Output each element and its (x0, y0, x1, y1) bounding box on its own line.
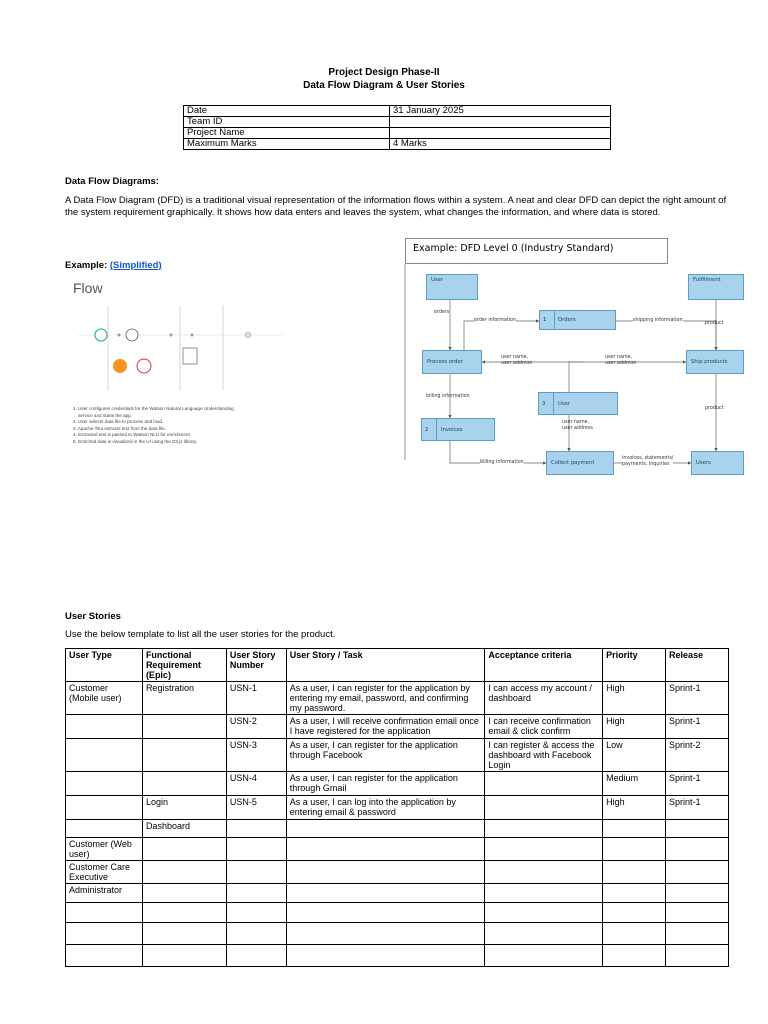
store-number: 3 (542, 401, 546, 407)
dfd-label-product: product (705, 406, 724, 411)
table-cell: High (603, 682, 666, 715)
table-cell (226, 903, 286, 923)
table-row (184, 128, 611, 139)
column-header: Functional Requirement (Epic) (142, 649, 226, 682)
store-label: User (558, 401, 571, 407)
table-cell: Sprint-1 (666, 772, 729, 796)
table-row (66, 884, 729, 903)
table-cell (142, 923, 226, 945)
table-cell (666, 923, 729, 945)
dfd-label-username-address: user name, user address (501, 355, 532, 366)
flow-step: 5. Enriched data is visualized in the UI using the D3.js library. (73, 438, 198, 444)
table-cell: Dashboard (142, 820, 226, 838)
store-label: Invoices (441, 427, 463, 433)
user-stories-intro: Use the below template to list all the user stories for the product. (65, 629, 336, 640)
table-cell: USN-3 (226, 739, 286, 772)
column-header: User Type (66, 649, 143, 682)
dfd-label-orders: orders (434, 310, 450, 315)
dfd-example-header: Example: DFD Level 0 (Industry Standard) (405, 238, 668, 264)
store-label: Orders (558, 317, 576, 323)
table-cell (603, 861, 666, 884)
table-row (184, 139, 611, 150)
table-cell (142, 884, 226, 903)
table-cell: As a user, I can log into the application by entering email & password (286, 796, 485, 820)
table-cell (142, 772, 226, 796)
table-header-row (66, 649, 729, 682)
table-cell (66, 923, 143, 945)
table-cell (66, 772, 143, 796)
table-cell (603, 820, 666, 838)
table-cell (485, 903, 603, 923)
table-row (66, 903, 729, 923)
table-cell (603, 923, 666, 945)
dfd-node-users: Users (691, 451, 744, 475)
example-label: Example: (65, 260, 110, 271)
table-cell (286, 903, 485, 923)
table-cell (485, 820, 603, 838)
dfd-paragraph: A Data Flow Diagram (DFD) is a traditional visual representation of the information flows within a system. A neat and clear DFD can depict the right amount of the system requirement graphically. It shows how data enters and leaves the system, what changes the information, and where data is stored. (65, 195, 727, 218)
table-cell: Sprint-2 (666, 739, 729, 772)
date-value: 31 January 2025 (390, 106, 611, 117)
dfd-node-process-order: Process order (422, 350, 482, 374)
table-cell (286, 861, 485, 884)
column-header: Priority (603, 649, 666, 682)
dfd-node-fulfillment: Fulfillment (688, 274, 744, 300)
table-cell (66, 903, 143, 923)
table-cell: USN-2 (226, 715, 286, 739)
table-cell (485, 838, 603, 861)
table-cell: Customer (Web user) (66, 838, 143, 861)
flow-step: 4. Extracted text is passed to Watson NLU for enrichment. (73, 432, 192, 438)
table-cell (286, 923, 485, 945)
example-line (65, 260, 162, 271)
table-cell: Low (603, 739, 666, 772)
table-cell (226, 838, 286, 861)
dfd-node-collect-payment: Collect payment (546, 451, 614, 475)
dfd-heading: Data Flow Diagrams: (65, 176, 159, 187)
flow-step: service and starts the app. (73, 412, 132, 418)
table-cell: USN-4 (226, 772, 286, 796)
dfd-label-username-address: user name, user address (605, 355, 636, 366)
table-cell (226, 861, 286, 884)
table-cell: USN-1 (226, 682, 286, 715)
table-cell: Administrator (66, 884, 143, 903)
flow-step: 2. User selects data file to process and load. (73, 419, 164, 425)
flow-title: Flow (73, 280, 103, 296)
flow-step: 3. Apache Tika extracts text from the data file. (73, 425, 166, 431)
table-cell (142, 739, 226, 772)
table-cell: Medium (603, 772, 666, 796)
table-row (66, 923, 729, 945)
dfd-level0-diagram (404, 264, 751, 484)
table-row (66, 861, 729, 884)
document-title: Project Design Phase-II (328, 67, 440, 78)
table-cell (666, 861, 729, 884)
column-header: User Story Number (226, 649, 286, 682)
table-cell (142, 838, 226, 861)
dfd-node-user: User (426, 274, 478, 300)
project-name-label: Project Name (184, 128, 390, 139)
table-cell: As a user, I can register for the application by entering my email, password, and confirming my password. (286, 682, 485, 715)
table-row (66, 796, 729, 820)
table-cell (66, 820, 143, 838)
dfd-label-product: product (705, 321, 724, 326)
table-cell (66, 739, 143, 772)
dfd-store-orders (539, 310, 616, 330)
user-stories-table (65, 648, 729, 967)
table-cell (666, 903, 729, 923)
max-marks-value: 4 Marks (390, 139, 611, 150)
table-cell (286, 884, 485, 903)
flow-illustration (68, 300, 290, 400)
table-cell (226, 820, 286, 838)
table-cell (142, 903, 226, 923)
column-header: Acceptance criteria (485, 649, 603, 682)
table-cell: Registration (142, 682, 226, 715)
table-cell (485, 861, 603, 884)
table-cell (142, 861, 226, 884)
team-id-label: Team ID (184, 117, 390, 128)
table-cell: I can access my account / dashboard (485, 682, 603, 715)
max-marks-label: Maximum Marks (184, 139, 390, 150)
table-row (66, 682, 729, 715)
table-cell (485, 945, 603, 967)
table-cell: I can receive confirmation email & click confirm (485, 715, 603, 739)
table-row (66, 715, 729, 739)
table-cell (226, 923, 286, 945)
flow-step: 1. User configures credentials for the Watson Natural Language Understanding (73, 406, 234, 411)
dfd-label-invoices-statements: invoices, statements/ payments, inquiries (622, 456, 674, 467)
store-number: 2 (425, 427, 429, 433)
table-cell (485, 796, 603, 820)
dfd-label-billing-information: billing information (480, 460, 524, 465)
dfd-label-order-information: order information (474, 318, 517, 323)
table-cell (603, 838, 666, 861)
dfd-store-user (538, 392, 618, 415)
dfd-label-shipping-information: shipping information (633, 318, 683, 323)
table-row (66, 820, 729, 838)
user-stories-heading: User Stories (65, 611, 121, 622)
table-cell (226, 945, 286, 967)
table-cell (666, 838, 729, 861)
dfd-node-ship-products: Ship products (686, 350, 744, 374)
simplified-link[interactable]: (Simplified) (109, 260, 162, 271)
table-cell (666, 945, 729, 967)
table-row (184, 106, 611, 117)
table-cell (485, 923, 603, 945)
table-cell: Customer Care Executive (66, 861, 143, 884)
table-cell (286, 820, 485, 838)
table-cell (603, 884, 666, 903)
table-cell (66, 796, 143, 820)
table-row (66, 739, 729, 772)
table-cell (142, 945, 226, 967)
table-cell (66, 945, 143, 967)
table-cell (66, 715, 143, 739)
table-cell: Login (142, 796, 226, 820)
table-cell: As a user, I can register for the application through Facebook (286, 739, 485, 772)
table-cell (666, 884, 729, 903)
table-cell: High (603, 796, 666, 820)
dfd-label-username-address: user name, user address (562, 420, 593, 431)
table-cell (485, 772, 603, 796)
date-label: Date (184, 106, 390, 117)
user-stories-body (66, 682, 729, 967)
table-cell: Customer (Mobile user) (66, 682, 143, 715)
flow-diagram-image (68, 278, 290, 468)
table-row (66, 838, 729, 861)
flow-steps (73, 406, 288, 446)
table-cell: Sprint-1 (666, 715, 729, 739)
table-row (66, 772, 729, 796)
project-name-value (390, 128, 611, 139)
table-cell (485, 884, 603, 903)
document-subtitle: Data Flow Diagram & User Stories (303, 80, 465, 91)
table-cell (666, 820, 729, 838)
table-cell: As a user, I can register for the application through Gmail (286, 772, 485, 796)
table-cell: USN-5 (226, 796, 286, 820)
table-cell (142, 715, 226, 739)
store-number: 1 (543, 317, 547, 323)
table-cell: I can register & access the dashboard with Facebook Login (485, 739, 603, 772)
table-row (184, 117, 611, 128)
table-cell: Sprint-1 (666, 682, 729, 715)
column-header: Release (666, 649, 729, 682)
table-cell: High (603, 715, 666, 739)
dfd-label-billing-information: billing information (426, 394, 470, 399)
table-cell (603, 903, 666, 923)
project-info-table (183, 105, 611, 150)
table-cell (226, 884, 286, 903)
dfd-store-invoices (421, 418, 495, 441)
team-id-value (390, 117, 611, 128)
table-row (66, 945, 729, 967)
table-cell: Sprint-1 (666, 796, 729, 820)
table-cell: As a user, I will receive confirmation email once I have registered for the application (286, 715, 485, 739)
table-cell (286, 945, 485, 967)
column-header: User Story / Task (286, 649, 485, 682)
table-cell (603, 945, 666, 967)
table-cell (286, 838, 485, 861)
